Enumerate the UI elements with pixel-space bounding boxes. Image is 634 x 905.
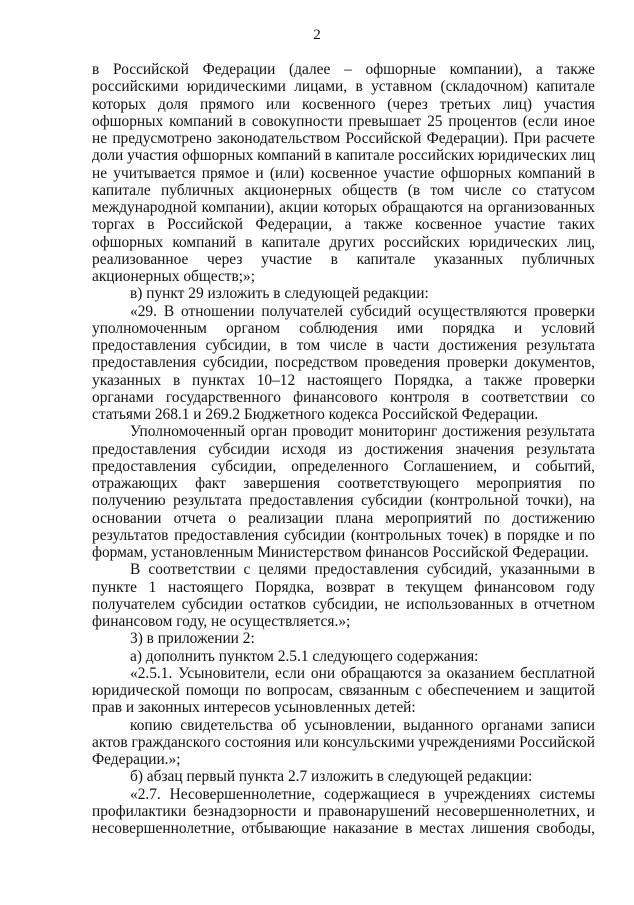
document-body <box>92 61 595 837</box>
paragraph-item-v-point-29: в) пункт 29 изложить в следующей редакции: <box>130 285 429 303</box>
paragraph-adoption-certificate: копию свидетельства об усыновлении, выданного органами записи актов гражданского состояния или консульскими учреждениями Российской Федерации.»; <box>92 716 595 768</box>
paragraph-point-29-text: «29. В отношении получателей субсидий осуществляются проверки уполномоченным органом соблюдения ими порядка и условий предоставления субсидии, в том числе в части достижения результата предоставления субсидии, посредством проведения проверки документов, указанных в пунктах 10–12 настоящего Порядка, а также проверки органами государственного финансового контроля в соответствии со статьями 268.1 и 269.2 Бюджетного кодекса Российской Федерации. <box>92 302 595 423</box>
paragraph-point-2-7: «2.7. Несовершеннолетние, содержащиеся в учреждениях системы профилактики безнадзорности и правонарушений несовершеннолетних, и несовершеннолетние, отбывающие наказание в местах лишения свободы, <box>92 785 595 837</box>
paragraph-point-2-5-1: «2.5.1. Усыновители, если они обращаются за оказанием бесплатной юридической помощи по вопросам, связанным с обеспечением и защитой прав и законных интересов усыновленных детей: <box>92 664 595 717</box>
paragraph-item-3-appendix-2: 3) в приложении 2: <box>130 630 255 648</box>
paragraph-subsidy-return: В соответствии с целями предоставления субсидий, указанными в пункте 1 настоящего Порядка, возврат в текущем финансовом году получателем субсидии остатков субсидии, не использованных в отчетном финансовом году, не осуществляется.»; <box>92 561 595 630</box>
paragraph-monitoring: Уполномоченный орган проводит мониторинг достижения результата предоставления субсидии исходя из достижения значения результата предоставления субсидии, определенного Соглашением, и событий, отражающих факт завершения соответствующего мероприятия по получению результата предоставления субсидии (контрольной точки), на основании отчета о реализации плана мероприятий по достижению результатов предоставления субсидии (контрольных точек) в порядке и по формам, установленным Министерством финансов Российской Федерации. <box>92 423 595 561</box>
paragraph-item-b-point-2-7: б) абзац первый пункта 2.7 изложить в следующей редакции: <box>130 768 533 786</box>
page-number: 2 <box>313 27 321 43</box>
paragraph-offshore-continuation: в Российской Федерации (далее – офшорные компании), а также российскими юридическими лицами, в уставном (складочном) капитале которых доля прямого или косвенного (через третьих лиц) участия офшорных компаний в совокупности превышает 25 процентов (если иное не предусмотрено законодательством Российской Федерации). При расчете доли участия офшорных компаний в капитале российских юридических лиц не учитывается прямое и (или) косвенное участие офшорных компаний в капитале публичных акционерных обществ (в том числе со статусом международной компании), акции которых обращаются на организованных торгах в Российской Федерации, а также косвенное участие таких офшорных компаний в капитале других российских юридических лиц, реализованное через участие в капитале указанных публичных акционерных обществ;»; <box>92 61 595 285</box>
paragraph-item-a-add-2-5-1: а) дополнить пунктом 2.5.1 следующего содержания: <box>130 647 479 665</box>
